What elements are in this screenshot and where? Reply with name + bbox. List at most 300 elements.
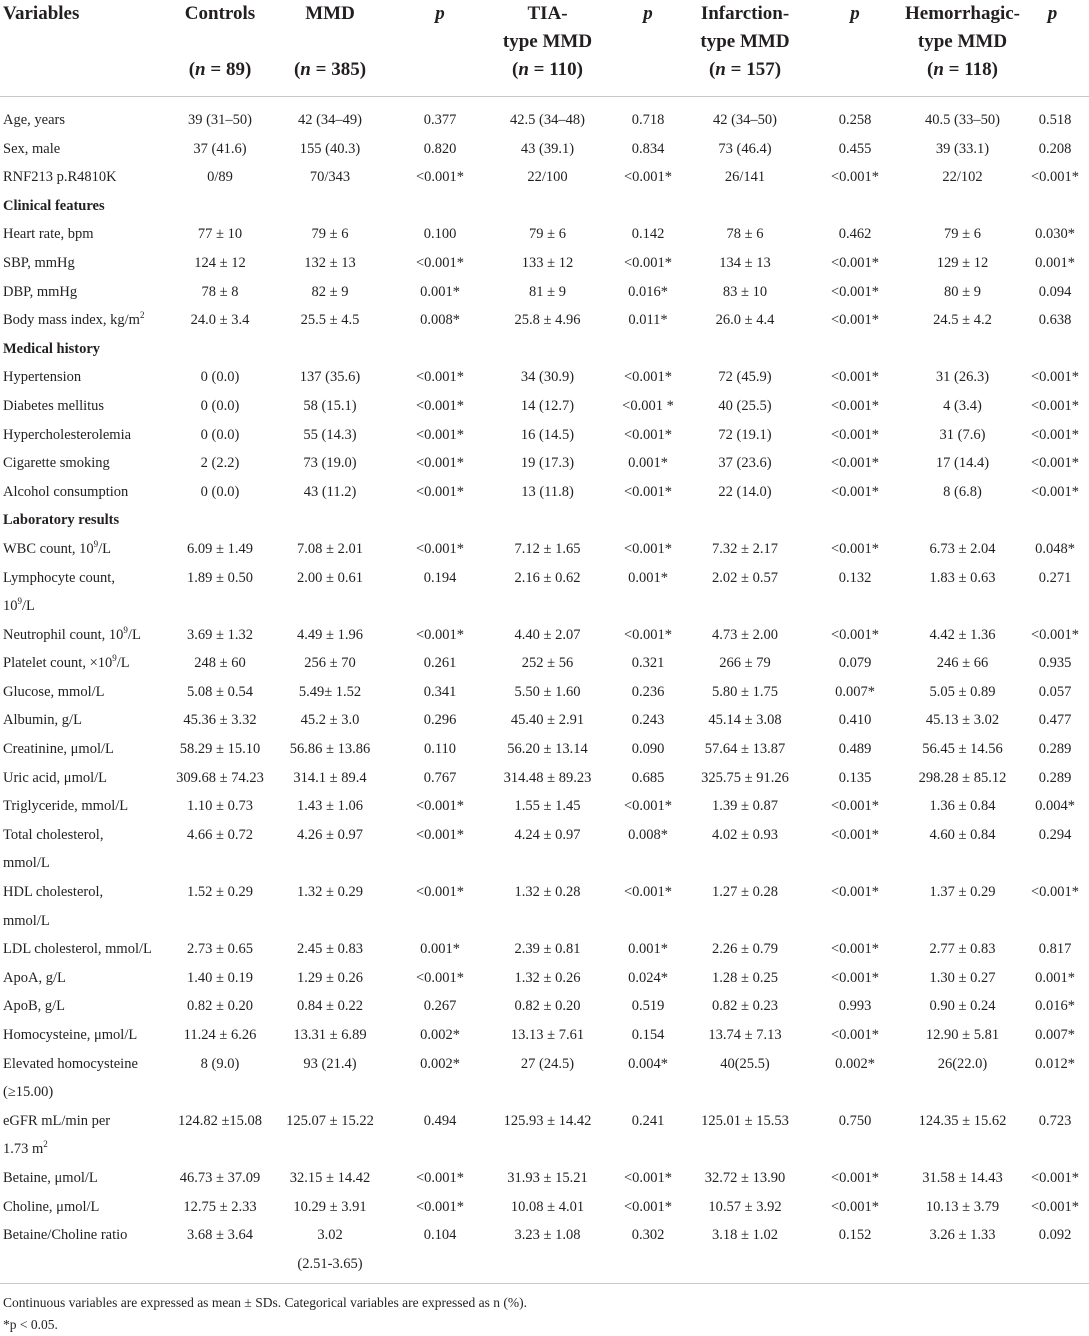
p-value-cell: 0.004* <box>1035 798 1075 815</box>
p-value-cell: 0.258 <box>838 112 872 128</box>
p-value-cell: 0.518 <box>1038 112 1072 128</box>
value-cell: 0.82 ± 0.20 <box>514 998 581 1015</box>
p-value-cell: <0.001* <box>415 798 465 815</box>
value-cell: 8 (9.0) <box>200 1055 240 1072</box>
value-cell: 80 ± 9 <box>944 283 981 300</box>
row-label: Diabetes mellitus <box>3 397 105 414</box>
value-cell: 26(22.0) <box>937 1055 988 1072</box>
table-row <box>0 106 1089 135</box>
header-p-mmd: p <box>435 3 445 24</box>
p-value-cell: <0.001* <box>415 455 465 472</box>
row-label: HDL cholesterol, mmol/L <box>3 884 104 929</box>
value-cell: 31.93 ± 15.21 <box>507 1169 588 1186</box>
value-cell: 45.13 ± 3.02 <box>925 712 1000 729</box>
p-value-cell: 0.001* <box>420 941 460 958</box>
value-cell: 73 (46.4) <box>718 140 772 157</box>
p-value-cell: <0.001* <box>415 626 465 643</box>
p-value-cell: <0.001* <box>830 397 880 414</box>
value-cell: 4.02 ± 0.93 <box>712 826 778 843</box>
table-row <box>0 992 1089 1021</box>
row-label: Lymphocyte count, $10^9/L$ <box>3 569 115 615</box>
p-value-cell: <0.001* <box>1030 169 1080 186</box>
value-cell: 10.57 ± 3.92 <box>708 1198 782 1215</box>
section-label: Medical history <box>3 340 101 357</box>
p-value-cell: <0.001* <box>623 369 673 386</box>
header-infarction: Infarction- type MMD <box>700 3 790 52</box>
p-value-cell: <0.001* <box>1030 455 1080 472</box>
value-cell: 70/343 <box>309 169 351 186</box>
value-cell: 5.49± 1.52 <box>298 683 362 700</box>
table-row <box>0 163 1089 192</box>
value-cell: 82 ± 9 <box>311 283 349 300</box>
table-row <box>0 249 1089 278</box>
p-value-cell: 0.241 <box>631 1112 665 1129</box>
value-cell: 1.32 ± 0.28 <box>514 884 581 901</box>
p-value-cell: <0.001* <box>415 884 465 901</box>
row-label: LDL cholesterol, mmol/L <box>3 941 152 958</box>
row-label: Neutrophil count, $10^9/L$ <box>3 624 141 643</box>
header-tia: TIA- type MMD <box>502 3 593 52</box>
value-cell: 5.08 ± 0.54 <box>187 683 253 700</box>
value-cell: 125.07 ± 15.22 <box>286 1112 374 1129</box>
header-mmd-n: (n = 385) <box>293 59 367 80</box>
p-value-cell: 0.001* <box>628 569 668 586</box>
p-value-cell: 0.519 <box>631 998 665 1015</box>
value-cell: 246 ± 66 <box>936 655 989 672</box>
value-cell: 0.82 ± 0.20 <box>187 998 253 1015</box>
p-value-cell: <0.001* <box>623 884 673 901</box>
value-cell: 37 (23.6) <box>718 455 772 472</box>
p-value-cell: 0.011* <box>628 312 668 329</box>
value-cell: 22/100 <box>527 169 568 186</box>
p-value-cell: 0.817 <box>1038 941 1072 958</box>
p-value-cell: 0.104 <box>423 1227 457 1244</box>
p-value-cell: <0.001* <box>415 969 465 986</box>
table-row <box>0 735 1089 764</box>
value-cell: 125.93 ± 14.42 <box>503 1112 592 1129</box>
value-cell: 1.43 ± 1.06 <box>297 798 363 815</box>
value-cell: 5.50 ± 1.60 <box>514 683 581 700</box>
row-label: RNF213 p.R4810K <box>3 169 117 186</box>
value-cell: 31 (26.3) <box>935 369 990 386</box>
value-cell: 45.14 ± 3.08 <box>708 712 782 729</box>
value-cell: 39 (31–50) <box>187 112 253 128</box>
row-label: Hypertension <box>3 369 82 386</box>
p-value-cell: <0.001* <box>830 483 880 500</box>
p-value-cell: 0.048* <box>1035 540 1075 557</box>
value-cell: 56.20 ± 13.14 <box>507 741 588 758</box>
footnote-1: Continuous variables are expressed as mean ± SDs. Categorical variables are expressed as n (%). <box>3 1295 527 1310</box>
value-cell: 79 ± 6 <box>944 226 981 243</box>
value-cell: 2.45 ± 0.83 <box>297 941 363 958</box>
value-cell: 0 (0.0) <box>200 483 240 500</box>
table-row <box>0 1050 1089 1107</box>
table-row <box>0 535 1089 564</box>
value-cell: 72 (19.1) <box>718 426 772 443</box>
p-value-cell: 0.002* <box>420 1055 460 1072</box>
row-label: Platelet count, $\times 10^9/L$ <box>3 653 130 672</box>
p-value-cell: 0.007* <box>835 683 875 700</box>
row-label: ApoB, g/L <box>3 998 66 1015</box>
row-label: Sex, male <box>3 140 61 157</box>
section-header-row <box>0 335 1089 364</box>
header-hemorrhagic-n: (n = 118) <box>926 59 998 80</box>
value-cell: 17 (14.4) <box>935 455 990 472</box>
p-value-cell: <0.001* <box>830 1169 880 1186</box>
p-value-cell: <0.001* <box>623 169 673 186</box>
value-cell: 4 (3.4) <box>943 397 982 414</box>
value-cell: 5.80 ± 1.75 <box>712 683 778 700</box>
p-value-cell: <0.001* <box>623 1169 673 1186</box>
table-row <box>0 764 1089 793</box>
value-cell: 1.89 ± 0.50 <box>187 569 253 586</box>
p-value-cell: <0.001* <box>830 455 880 472</box>
value-cell: 79 ± 6 <box>311 226 349 243</box>
value-cell: 13 (11.8) <box>521 483 574 500</box>
value-cell: 5.05 ± 0.89 <box>929 683 996 700</box>
value-cell: 58.29 ± 15.10 <box>179 741 261 758</box>
p-value-cell: <0.001* <box>1030 884 1080 901</box>
value-cell: 10.29 ± 3.91 <box>293 1198 367 1215</box>
table-row <box>0 678 1089 707</box>
value-cell: 45.2 ± 3.0 <box>300 712 360 729</box>
row-label: Uric acid, μmol/L <box>3 769 108 786</box>
p-value-cell: 0.030* <box>1035 226 1075 243</box>
value-cell: 42.5 (34–48) <box>510 112 585 128</box>
p-value-cell: 0.002* <box>835 1055 875 1072</box>
p-value-cell: <0.001* <box>830 1198 880 1215</box>
p-value-cell: 0.001* <box>628 455 668 472</box>
value-cell: 4.42 ± 1.36 <box>929 626 996 643</box>
value-cell: 124 ± 12 <box>194 254 246 271</box>
value-cell: 2 (2.2) <box>200 455 240 472</box>
value-cell: 0 (0.0) <box>200 369 240 386</box>
p-value-cell: 0.001* <box>420 283 460 300</box>
row-label: Hypercholesterolemia <box>3 426 132 443</box>
value-cell: 325.75 ± 91.26 <box>701 769 789 786</box>
p-value-cell: 0.289 <box>1038 769 1072 786</box>
header-controls: Controls <box>184 3 256 24</box>
value-cell: 13.31 ± 6.89 <box>293 1027 367 1043</box>
section-header-row <box>0 506 1089 535</box>
value-cell: 4.49 ± 1.96 <box>297 626 363 643</box>
p-value-cell: <0.001* <box>830 312 880 329</box>
value-cell: 19 (17.3) <box>520 455 575 472</box>
value-cell: 1.32 ± 0.29 <box>297 884 363 901</box>
value-cell: 39 (33.1) <box>935 140 990 157</box>
header-p-infarction: p <box>850 3 860 24</box>
table-body <box>0 97 1089 1278</box>
value-cell: 7.12 ± 1.65 <box>514 540 581 557</box>
value-cell: 42 (34–49) <box>297 112 363 128</box>
table-row <box>0 878 1089 935</box>
value-cell: 26/141 <box>724 169 766 186</box>
value-cell: 40(25.5) <box>720 1055 770 1072</box>
value-cell: 1.30 ± 0.27 <box>929 969 996 986</box>
p-value-cell: <0.001* <box>415 1169 465 1186</box>
p-value-cell: 0.100 <box>423 226 457 243</box>
value-cell: 58 (15.1) <box>303 397 357 414</box>
value-cell: 22 (14.0) <box>718 483 772 500</box>
p-value-cell: 0.016* <box>1035 998 1075 1015</box>
p-value-cell: <0.001* <box>415 540 465 557</box>
p-value-cell: <0.001* <box>415 397 465 414</box>
row-label: Elevated homocysteine (≥15.00) <box>3 1055 138 1101</box>
p-value-cell: 0.834 <box>631 140 665 157</box>
value-cell: 81 ± 9 <box>529 283 566 300</box>
value-cell: 3.68 ± 3.64 <box>187 1227 253 1244</box>
table-row <box>0 478 1089 507</box>
value-cell: 11.24 ± 6.26 <box>183 1027 257 1043</box>
value-cell: 25.8 ± 4.96 <box>514 312 581 329</box>
p-value-cell: 0.142 <box>631 226 665 243</box>
row-label: Albumin, g/L <box>3 712 82 729</box>
value-cell: 3.02 (2.51-3.65) <box>297 1227 363 1272</box>
value-cell: 4.26 ± 0.97 <box>297 826 363 843</box>
value-cell: 134 ± 13 <box>719 254 771 271</box>
value-cell: 27 (24.5) <box>520 1055 575 1072</box>
value-cell: 79 ± 6 <box>529 226 566 243</box>
table-header <box>0 0 1089 97</box>
p-value-cell: <0.001* <box>830 540 880 557</box>
p-value-cell: 0.001* <box>628 941 668 958</box>
table-row <box>0 564 1089 621</box>
p-value-cell: 0.092 <box>1038 1227 1072 1244</box>
value-cell: 2.39 ± 0.81 <box>514 941 581 958</box>
p-value-cell: <0.001* <box>623 798 673 815</box>
value-cell: 4.40 ± 2.07 <box>514 626 581 643</box>
p-value-cell: 0.321 <box>631 655 665 672</box>
p-value-cell: <0.001* <box>830 941 880 958</box>
p-value-cell: 0.718 <box>631 112 665 128</box>
header-p-hemorrhagic: p <box>1047 3 1058 24</box>
value-cell: 78 ± 6 <box>726 226 764 243</box>
table-row <box>0 449 1089 478</box>
table-row <box>0 1221 1089 1278</box>
p-value-cell: <0.001* <box>623 1198 673 1215</box>
value-cell: 26.0 ± 4.4 <box>715 312 775 329</box>
p-value-cell: 0.079 <box>838 655 872 672</box>
value-cell: 1.83 ± 0.63 <box>929 569 996 586</box>
row-label: Alcohol consumption <box>3 483 129 500</box>
table-row <box>0 649 1089 678</box>
p-value-cell: 0.302 <box>631 1227 665 1244</box>
value-cell: 42 (34–50) <box>712 112 778 128</box>
table-row <box>0 392 1089 421</box>
value-cell: 13.13 ± 7.61 <box>510 1027 585 1043</box>
p-value-cell: <0.001* <box>830 369 880 386</box>
table-row <box>0 821 1089 878</box>
p-value-cell: <0.001 * <box>622 397 674 414</box>
value-cell: 1.27 ± 0.28 <box>712 884 778 901</box>
value-cell: 125.01 ± 15.53 <box>701 1112 789 1129</box>
p-value-cell: 0.208 <box>1038 140 1072 157</box>
value-cell: 34 (30.9) <box>520 369 575 386</box>
table-row <box>0 1021 1089 1050</box>
value-cell: 2.77 ± 0.83 <box>929 941 996 958</box>
p-value-cell: 0.110 <box>423 741 457 758</box>
value-cell: 8 (6.8) <box>943 483 982 500</box>
value-cell: 83 ± 10 <box>722 283 768 300</box>
value-cell: 6.09 ± 1.49 <box>187 540 253 557</box>
table-row <box>0 421 1089 450</box>
value-cell: 314.48 ± 89.23 <box>503 769 592 786</box>
p-value-cell: <0.001* <box>830 283 880 300</box>
value-cell: 31 (7.6) <box>939 426 986 443</box>
value-cell: 4.24 ± 0.97 <box>514 826 581 843</box>
p-value-cell: 0.004* <box>628 1055 668 1072</box>
p-value-cell: <0.001* <box>415 426 465 443</box>
value-cell: 2.16 ± 0.62 <box>514 569 581 586</box>
p-value-cell: <0.001* <box>415 483 465 500</box>
header-infarction-n: (n = 157) <box>708 59 782 80</box>
p-value-cell: <0.001* <box>623 254 673 271</box>
row-label: Betaine/Choline ratio <box>3 1227 128 1244</box>
p-value-cell: 0.001* <box>1035 254 1075 271</box>
row-label: Choline, μmol/L <box>3 1198 100 1215</box>
p-value-cell: <0.001* <box>830 826 880 843</box>
value-cell: 16 (14.5) <box>520 426 575 443</box>
p-value-cell: 0.455 <box>838 140 872 157</box>
p-value-cell: <0.001* <box>623 540 673 557</box>
value-cell: 7.08 ± 2.01 <box>297 540 363 557</box>
p-value-cell: 0.057 <box>1038 683 1072 700</box>
value-cell: 1.36 ± 0.84 <box>929 798 996 815</box>
value-cell: 93 (21.4) <box>303 1055 357 1072</box>
p-value-cell: 0.993 <box>838 998 872 1015</box>
value-cell: 133 ± 12 <box>521 254 574 271</box>
p-value-cell: 0.462 <box>838 226 872 243</box>
header-variables: Variables <box>3 3 80 24</box>
value-cell: 31.58 ± 14.43 <box>922 1169 1003 1186</box>
section-header-row <box>0 192 1089 221</box>
value-cell: 0.82 ± 0.23 <box>712 998 778 1015</box>
value-cell: 55 (14.3) <box>303 426 357 443</box>
p-value-cell: 0.132 <box>838 569 872 586</box>
p-value-cell: <0.001* <box>415 254 465 271</box>
p-value-cell: <0.001* <box>623 626 673 643</box>
value-cell: 124.82 ±15.08 <box>177 1112 263 1129</box>
value-cell: 32.72 ± 13.90 <box>704 1169 786 1186</box>
value-cell: 137 (35.6) <box>299 369 361 386</box>
table-row <box>0 1164 1089 1193</box>
value-cell: 124.35 ± 15.62 <box>918 1112 1007 1129</box>
p-value-cell: <0.001* <box>1030 626 1080 643</box>
row-label: WBC count, $10^9/L$ <box>3 539 112 557</box>
p-value-cell: 0.261 <box>423 655 457 672</box>
value-cell: 0.90 ± 0.24 <box>929 998 996 1015</box>
value-cell: 3.26 ± 1.33 <box>929 1227 996 1244</box>
p-value-cell: 0.236 <box>631 683 665 700</box>
value-cell: 46.73 ± 37.09 <box>179 1169 261 1186</box>
value-cell: 3.18 ± 1.02 <box>712 1227 778 1244</box>
header-controls-n: (n = 89) <box>188 59 252 80</box>
p-value-cell: 0.377 <box>423 112 457 128</box>
value-cell: 45.40 ± 2.91 <box>510 712 585 729</box>
section-label: Clinical features <box>3 197 105 214</box>
p-value-cell: <0.001* <box>830 969 880 986</box>
value-cell: 40.5 (33–50) <box>925 112 1000 128</box>
table-row <box>0 278 1089 307</box>
row-label: Creatinine, μmol/L <box>3 741 114 758</box>
value-cell: 2.73 ± 0.65 <box>187 941 253 958</box>
p-value-cell: 0.750 <box>838 1112 872 1129</box>
row-label: Age, years <box>3 112 66 128</box>
value-cell: 314.1 ± 89.4 <box>293 769 367 786</box>
value-cell: 0 (0.0) <box>200 397 240 414</box>
value-cell: 14 (12.7) <box>520 397 575 414</box>
row-label: SBP, mmHg <box>3 254 75 271</box>
value-cell: 4.73 ± 2.00 <box>712 626 778 643</box>
table-row <box>0 220 1089 249</box>
p-value-cell: 0.271 <box>1038 569 1072 586</box>
p-value-cell: <0.001* <box>623 483 673 500</box>
value-cell: 56.86 ± 13.86 <box>289 741 371 758</box>
p-value-cell: <0.001* <box>1030 426 1080 443</box>
value-cell: 4.60 ± 0.84 <box>929 826 996 843</box>
value-cell: 32.15 ± 14.42 <box>289 1169 371 1186</box>
p-value-cell: 0.024* <box>628 969 668 986</box>
header-mmd: MMD <box>305 3 355 24</box>
p-value-cell: 0.012* <box>1035 1055 1075 1072</box>
value-cell: 1.52 ± 0.29 <box>187 884 253 901</box>
p-value-cell: <0.001* <box>415 169 465 186</box>
p-value-cell: 0.152 <box>838 1227 872 1244</box>
value-cell: 77 ± 10 <box>197 226 243 243</box>
p-value-cell: 0.477 <box>1038 712 1072 729</box>
table-row <box>0 964 1089 993</box>
value-cell: 40 (25.5) <box>718 397 772 414</box>
p-value-cell: <0.001* <box>623 426 673 443</box>
p-value-cell: <0.001* <box>1030 483 1080 500</box>
p-value-cell: 0.194 <box>423 569 457 586</box>
value-cell: 73 (19.0) <box>303 455 357 472</box>
p-value-cell: 0.008* <box>420 312 460 329</box>
p-value-cell: 0.410 <box>838 712 872 729</box>
header-p-tia: p <box>643 3 653 24</box>
p-value-cell: <0.001* <box>830 1027 880 1043</box>
value-cell: 57.64 ± 13.87 <box>704 741 786 758</box>
row-label: Heart rate, bpm <box>3 226 94 243</box>
value-cell: 3.69 ± 1.32 <box>187 626 253 643</box>
value-cell: 3.23 ± 1.08 <box>514 1227 581 1244</box>
p-value-cell: 0.294 <box>1038 826 1072 843</box>
value-cell: 248 ± 60 <box>194 655 246 672</box>
value-cell: 45.36 ± 3.32 <box>183 712 257 729</box>
value-cell: 56.45 ± 14.56 <box>922 741 1003 758</box>
value-cell: 4.66 ± 0.72 <box>187 826 253 843</box>
p-value-cell: <0.001* <box>830 169 880 186</box>
value-cell: 252 ± 56 <box>521 655 574 672</box>
value-cell: 256 ± 70 <box>304 655 356 672</box>
header-tia-n: (n = 110) <box>511 59 583 80</box>
p-value-cell: 0.820 <box>423 140 457 157</box>
value-cell: 1.28 ± 0.25 <box>712 969 778 986</box>
value-cell: 12.90 ± 5.81 <box>925 1027 1000 1043</box>
value-cell: 1.40 ± 0.19 <box>187 969 253 986</box>
value-cell: 12.75 ± 2.33 <box>183 1198 257 1215</box>
p-value-cell: 0.002* <box>420 1027 460 1043</box>
value-cell: 266 ± 79 <box>719 655 771 672</box>
row-label: Betaine, μmol/L <box>3 1169 98 1186</box>
p-value-cell: 0.007* <box>1035 1027 1075 1043</box>
section-label: Laboratory results <box>3 512 120 529</box>
table-row <box>0 792 1089 821</box>
row-label: eGFR mL/min per 1.73 $m^2$ <box>3 1112 111 1158</box>
p-value-cell: 0.638 <box>1038 312 1072 329</box>
value-cell: 2.00 ± 0.61 <box>297 569 363 586</box>
p-value-cell: 0.296 <box>423 712 457 729</box>
